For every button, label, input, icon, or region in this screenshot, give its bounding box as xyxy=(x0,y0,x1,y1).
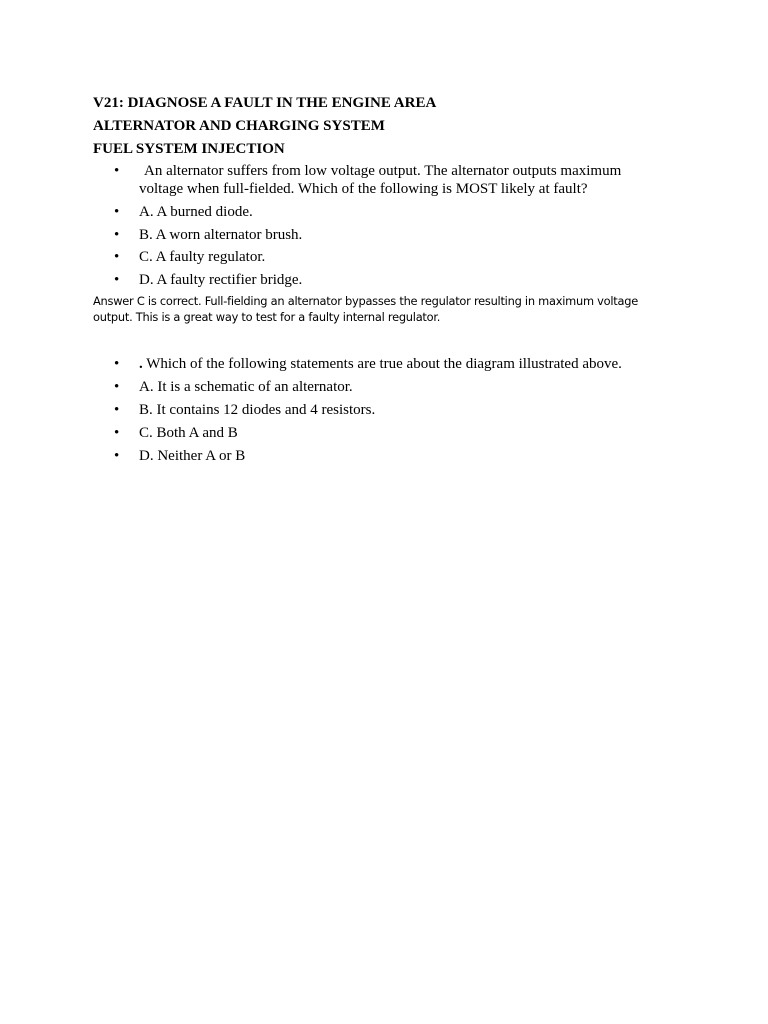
question-2-text xyxy=(139,355,622,373)
bullet-icon: • xyxy=(114,448,120,464)
topic-heading-fuel-system: FUEL SYSTEM INJECTION xyxy=(93,141,285,157)
question-1-option-a: A. A burned diode. xyxy=(139,204,253,220)
bullet-icon: • xyxy=(114,402,120,418)
bullet-icon: • xyxy=(114,204,120,220)
question-2-option-a: A. It is a schematic of an alternator. xyxy=(139,379,353,395)
question-2-option-d: D. Neither A or B xyxy=(139,448,246,464)
question-1-option-b: B. A worn alternator brush. xyxy=(139,227,303,243)
bullet-icon: • xyxy=(114,425,120,441)
question-1-option-d: D. A faulty rectifier bridge. xyxy=(139,272,303,288)
bullet-icon: • xyxy=(114,272,120,288)
question-1-line-2: voltage when full-fielded. Which of the following is MOST likely at fault? xyxy=(139,181,588,197)
question-1-line-1: An alternator suffers from low voltage output. The alternator outputs maximum xyxy=(144,163,622,179)
question-2-option-b: B. It contains 12 diodes and 4 resistors. xyxy=(139,402,376,418)
question-2-body: Which of the following statements are true about the diagram illustrated above. xyxy=(142,356,622,372)
answer-line-2: output. This is a great way to test for a faulty internal regulator. xyxy=(93,310,441,324)
section-title: V21: DIAGNOSE A FAULT IN THE ENGINE AREA xyxy=(93,95,437,111)
bullet-icon: • xyxy=(114,227,120,243)
answer-explanation xyxy=(93,293,683,325)
question-1-text xyxy=(139,162,621,198)
answer-line-1: Answer C is correct. Full-fielding an alternator bypasses the regulator resulting in maximum voltage xyxy=(93,294,638,308)
question-1-option-c: C. A faulty regulator. xyxy=(139,249,266,265)
bullet-icon: • xyxy=(114,249,120,265)
bullet-icon: • xyxy=(114,356,120,372)
question-2-lead: . xyxy=(139,356,143,372)
topic-heading-alternator: ALTERNATOR AND CHARGING SYSTEM xyxy=(93,118,385,134)
bullet-icon: • xyxy=(114,379,120,395)
question-2-option-c: C. Both A and B xyxy=(139,425,238,441)
bullet-icon: • xyxy=(114,163,120,179)
